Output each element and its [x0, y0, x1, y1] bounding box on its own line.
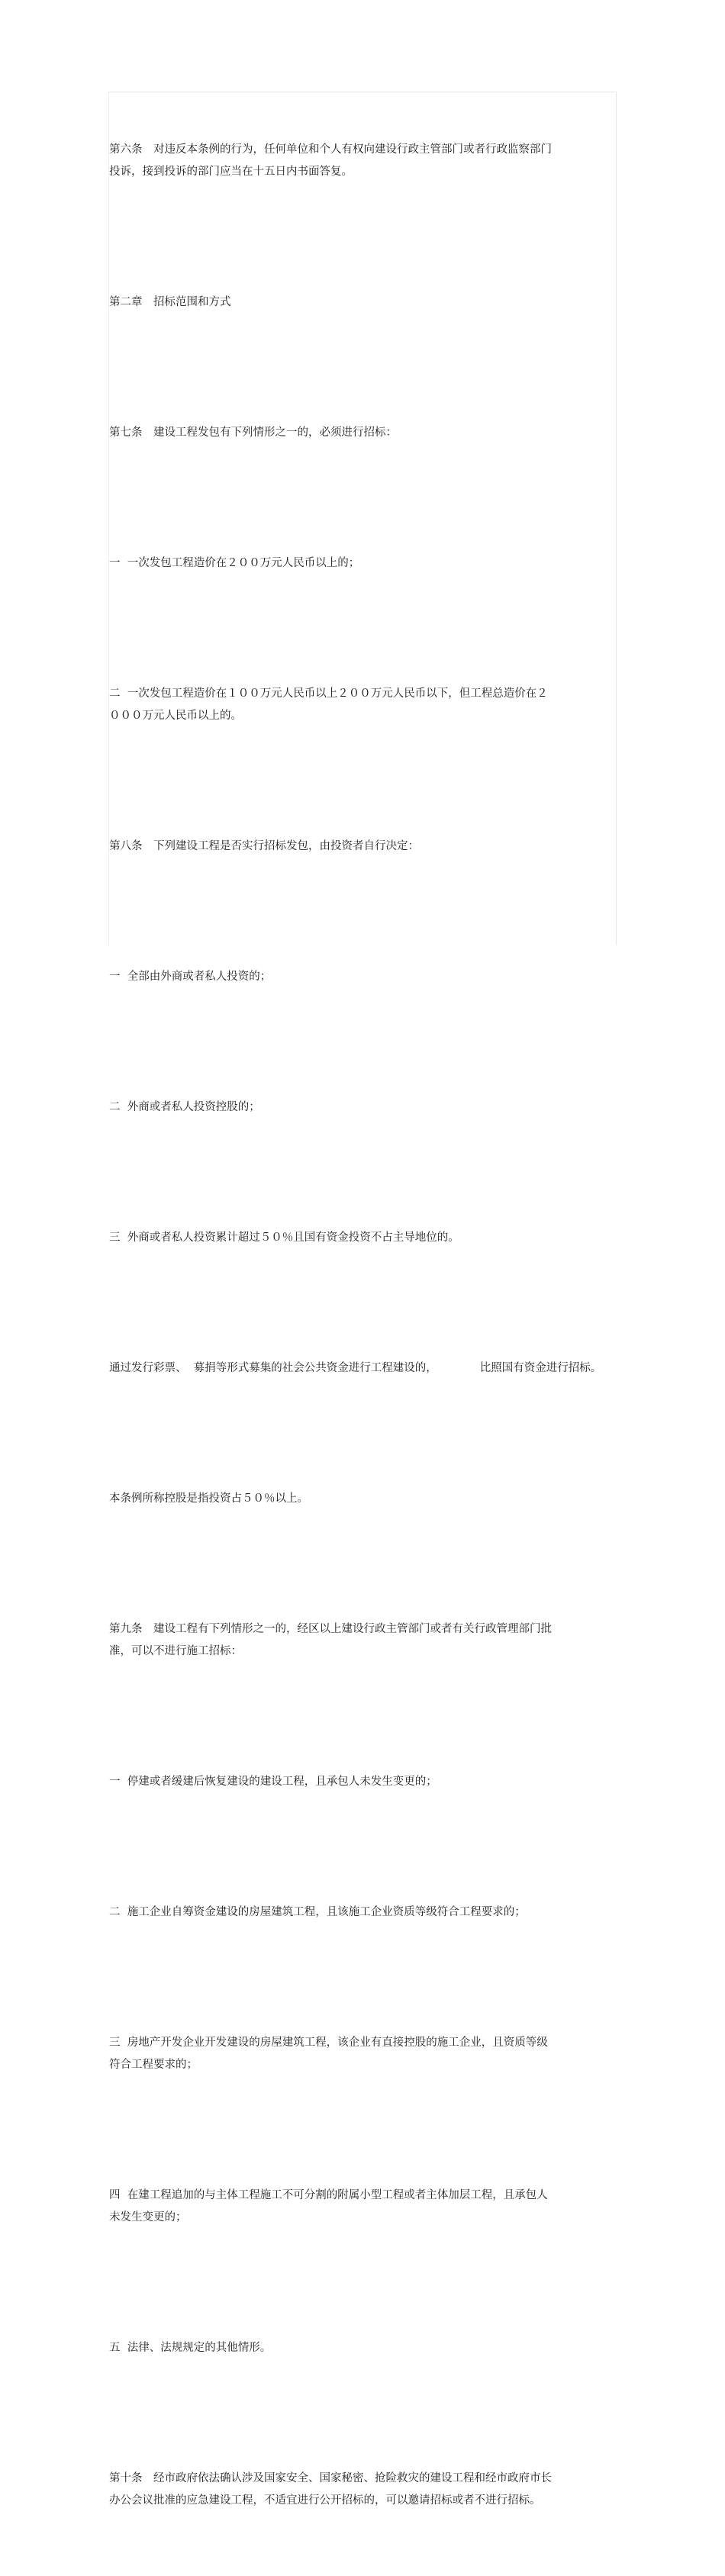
text-line: 二 施工企业自筹资金建设的房屋建筑工程，且该施工企业资质等级符合工程要求的；	[109, 1906, 526, 1918]
article-8-definition	[109, 1444, 613, 1554]
article-9-item-2	[109, 1857, 613, 1968]
article-8-supplement	[109, 1313, 613, 1424]
article-9	[109, 1574, 613, 1707]
article-6	[109, 95, 613, 227]
chapter-2-heading	[109, 247, 613, 358]
text-line: 二 外商或者私人投资控股的；	[109, 1101, 260, 1113]
article-7-item-1	[109, 508, 613, 619]
text-line: 五 法律、法规规定的其他情形。	[109, 2342, 272, 2354]
article-8-item-3	[109, 1183, 613, 1293]
text-line: 第九条 建设工程有下列情形之一的，经区以上建设行政主管部门或者有关行政管理部门批	[109, 1623, 552, 1635]
text-line: 办公会议批准的应急建设工程，不适宜进行公开招标的，可以邀请招标或者不进行招标。	[109, 2494, 541, 2507]
text-line: 一 停建或者缓建后恢复建设的建设工程，且承包人未发生变更的；	[109, 1776, 437, 1788]
text-line: 投诉，接到投诉的部门应当在十五日内书面答复。	[109, 166, 353, 178]
text-line: 准，可以不进行施工招标：	[109, 1645, 242, 1657]
text-line: 本条例所称控股是指投资占５０％以上。	[109, 1492, 308, 1505]
document-body	[109, 95, 613, 2576]
text-line: 第二章 招标范围和方式	[109, 296, 231, 308]
text-line: 一 全部由外商或者私人投资的；	[109, 971, 272, 983]
text-line: 第十条 经市政府依法确认涉及国家安全、国家秘密、抢险救灾的建设工程和经市政府市长	[109, 2472, 552, 2484]
text-line: 第六条 对违反本条例的行为，任何单位和个人有权向建设行政主管部门或者行政监察部门	[109, 143, 552, 156]
text-line: 二 一次发包工程造价在１００万元人民币以上２００万元人民币以下，但工程总造价在２	[109, 687, 548, 700]
text-line: 第七条 建设工程发包有下列情形之一的，必须进行招标：	[109, 427, 397, 439]
text-line: 三 房地产开发企业开发建设的房屋建筑工程，该企业有直接控股的施工企业，且资质等级	[109, 2037, 548, 2049]
article-9-item-5	[109, 2293, 613, 2404]
article-9-item-1	[109, 1727, 613, 1837]
article-8-item-1	[109, 922, 613, 1032]
text-line: ０００万元人民币以上的。	[109, 710, 242, 722]
text-line: 四 在建工程追加的与主体工程施工不可分割的附属小型工程或者主体加层工程，且承包人	[109, 2189, 548, 2201]
text-line: 第八条 下列建设工程是否实行招标发包，由投资者自行决定：	[109, 840, 419, 852]
text-segment: 通过发行彩票、 募捐等形式募集的社会公共资金进行工程建设的，	[109, 1362, 437, 1374]
article-8-item-2	[109, 1052, 613, 1163]
article-10	[109, 2423, 613, 2556]
text-line: 一 一次发包工程造价在２００万元人民币以上的；	[109, 557, 360, 569]
text-segment: 比照国有资金进行招标。	[479, 1362, 602, 1374]
text-line: 符合工程要求的；	[109, 2059, 198, 2071]
text-line: 未发生变更的；	[109, 2211, 187, 2223]
text-line: 三 外商或者私人投资累计超过５０％且国有资金投资不占主导地位的。	[109, 1232, 459, 1244]
article-9-item-4	[109, 2140, 613, 2273]
article-7	[109, 378, 613, 488]
article-7-item-2	[109, 639, 613, 771]
text-line	[109, 1357, 613, 1380]
article-9-item-3	[109, 1988, 613, 2120]
article-8	[109, 791, 613, 902]
